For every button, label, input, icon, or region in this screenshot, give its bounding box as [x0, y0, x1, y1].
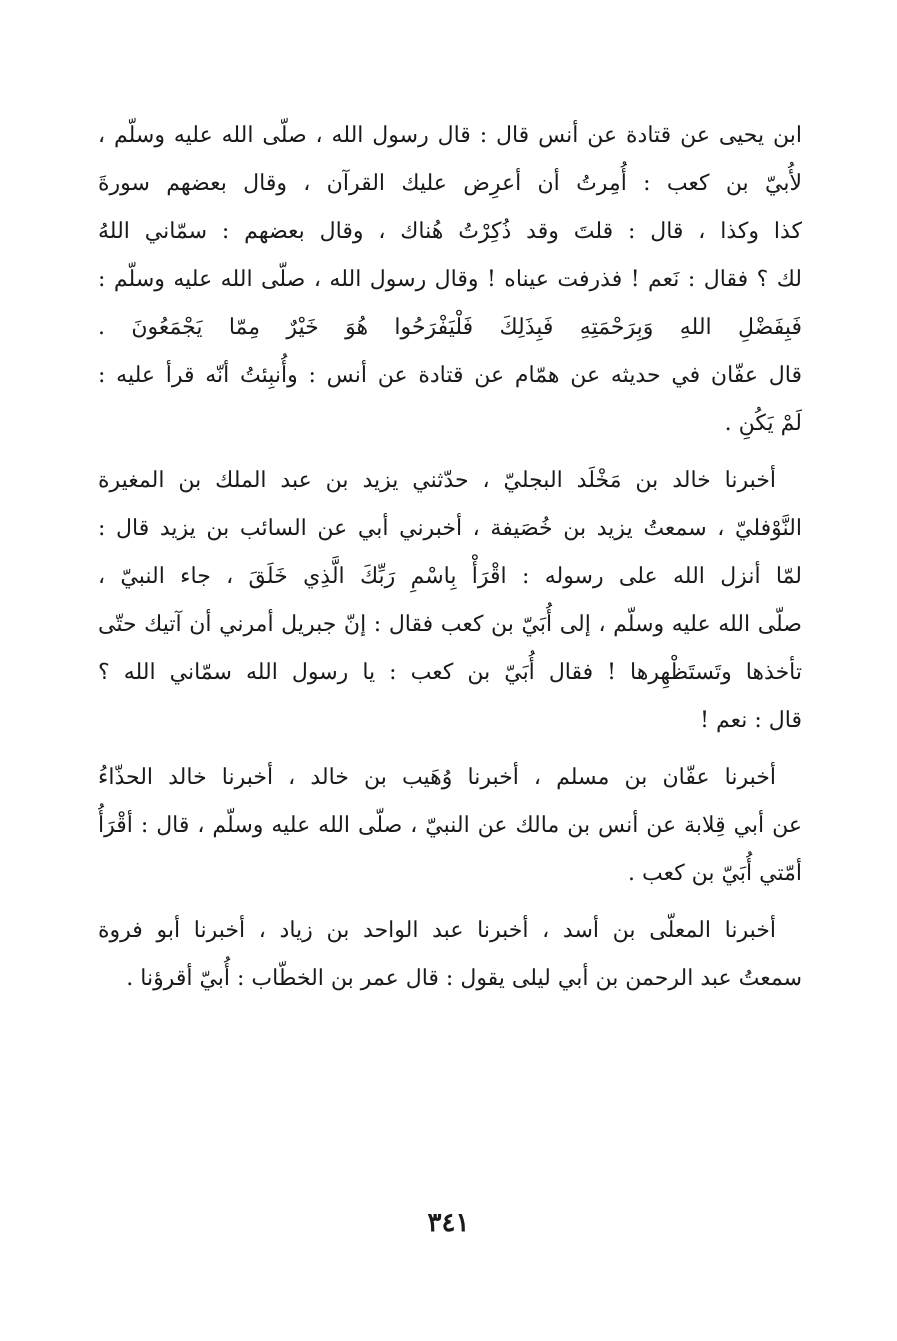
text-line: صلّى الله عليه وسلّم ، إلى أُبَيّ بن كعب فقال : إنّ جبريل أمرني أن آتيك حتّى: [98, 612, 802, 637]
quran-verse-line: فَبِفَضْلِ اللهِ وَبِرَحْمَتِهِ فَبِذَلِكَ فَلْيَفْرَحُوا هُوَ خَيْرٌ مِمّا يَجْمَعُونَ .: [98, 315, 802, 340]
text-line: أمّتي أُبَيّ بن كعب .: [628, 861, 802, 886]
main-text: [98, 112, 802, 1003]
text-line: أخبرنا عفّان بن مسلم ، أخبرنا وُهَيب بن خالد ، أخبرنا خالد الحذّاءُ: [98, 765, 776, 790]
text-line: سمعتُ عبد الرحمن بن أبي ليلى يقول : قال عمر بن الخطّاب : أُبيّ أقرؤنا .: [126, 966, 802, 991]
text-line: أخبرنا المعلّى بن أسد ، أخبرنا عبد الواحد بن زياد ، أخبرنا أبو فروة: [98, 918, 776, 943]
text-line: لأُبيّ بن كعب : أُمِرتُ أن أعرِض عليك القرآن ، وقال بعضهم سورةَ: [98, 171, 802, 196]
text-line: النَّوْفليّ ، سمعتُ يزيد بن خُصَيفة ، أخبرني أبي عن السائب بن يزيد قال :: [98, 516, 802, 541]
text-line: قال : نعم !: [700, 708, 802, 733]
text-line: قال عفّان في حديثه عن همّام عن قتادة عن أنس : وأُنبِئتُ أنّه قرأ عليه :: [98, 363, 802, 388]
text-line: أخبرنا خالد بن مَخْلَد البجليّ ، حدّثني يزيد بن عبد الملك بن المغيرة: [98, 468, 776, 493]
paragraph-2: [98, 457, 802, 745]
paragraph-1: [98, 112, 802, 448]
text-line: لَمْ يَكُنِ .: [724, 411, 802, 436]
paragraph-4: [98, 907, 802, 1003]
text-line: تأخذها وتَستَظْهِرها ! فقال أُبَيّ بن كعب : يا رسول الله سمّاني الله ؟: [98, 660, 802, 685]
text-line: لك ؟ فقال : نَعم ! فذرفت عيناه ! وقال رسول الله ، صلّى الله عليه وسلّم :: [98, 267, 802, 292]
text-line: كذا وكذا ، قال : قلتَ وقد ذُكِرْتُ هُناك ، وقال بعضهم : سمّاني اللهُ: [98, 219, 802, 244]
text-line: لمّا أنزل الله على رسوله : اقْرَأْ بِاسْمِ رَبِّكَ الَّذِي خَلَقَ ، جاء النبيّ ،: [98, 564, 802, 589]
text-line: ابن يحيى عن قتادة عن أنس قال : قال رسول الله ، صلّى الله عليه وسلّم ،: [98, 123, 802, 148]
text-line: عن أبي قِلابة عن أنس بن مالك عن النبيّ ، صلّى الله عليه وسلّم ، قال : أقْرَأُ: [98, 813, 802, 838]
paragraph-3: [98, 754, 802, 898]
page-number: ٣٤١: [427, 1208, 470, 1238]
